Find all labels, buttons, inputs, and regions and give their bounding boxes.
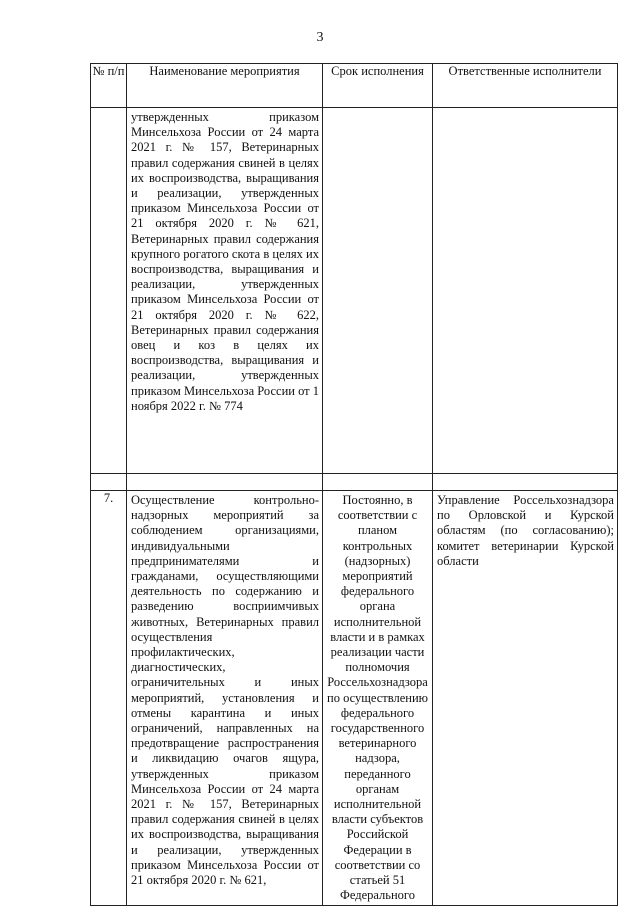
row-responsible — [433, 108, 617, 112]
events-table — [90, 63, 618, 906]
row-num — [91, 108, 127, 474]
header-num: № п/п — [91, 64, 127, 108]
table-row — [91, 491, 618, 906]
row-num: 7. — [91, 491, 127, 906]
header-deadline: Срок исполнения — [323, 64, 433, 108]
table-gap — [91, 474, 618, 491]
row-deadline — [323, 108, 432, 112]
row-deadline: Постоянно, в соответствии с планом контрольных (надзорных) мероприятий федерального органа исполнительной власти и в рамках реализации части полномочия Россельхознадзора по осуществлению федерального государственного ветеринарного надзора, переданного органам исполнительной власти субъектов Российской Федерации в соответствии со статьей 51 Федерального — [327, 493, 428, 903]
header-responsible: Ответственные исполнители — [433, 64, 618, 108]
row-responsible: Управление Россельхознадзора по Орловской и Курской областям (по согласованию); комитет ветеринарии Курской области — [437, 493, 614, 568]
page-number: 3 — [316, 30, 324, 45]
table-row — [91, 108, 618, 474]
row-name: Осуществление контрольно-надзорных мероприятий за соблюдением организациями, индивидуальными предпринимателями и гражданами, осуществляющими деятельность по содержанию и разведению восприимчивых животных, Ветеринарных правил осуществления профилактических, диагностических, ограничительных и иных мероприятий, установления и отмены карантина и иных ограничений, направленных на предотвращение распространения и ликвидацию очагов ящура, утвержденных приказом Минсельхоза России от 24 марта 2021 г. № 157, Ветеринарных правил содержания свиней в целях их воспроизводства, выращивания и реализации, утвержденных приказом Минсельхоза России от 21 октября 2020 г. № 621, — [131, 493, 319, 888]
table-header-row — [91, 64, 618, 108]
row-name: утвержденных приказом Минсельхоза России от 24 марта 2021 г. № 157, Ветеринарных правил содержания свиней в целях их воспроизводства, выращивания и реализации, утвержденных приказом Минсельхоза России от 21 октября 2020 г. № 621, Ветеринарных правил содержания крупного рогатого скота в целях их воспроизводства, выращивания и реализации, утвержденных приказом Минсельхоза России от 21 октября 2020 г. № 622, Ветеринарных правил содержания овец и коз в целях их воспроизводства, выращивания и реализации, утвержденных приказом Минсельхоза России от 1 ноября 2022 г. № 774 — [131, 110, 320, 413]
header-name: Наименование мероприятия — [127, 64, 323, 108]
